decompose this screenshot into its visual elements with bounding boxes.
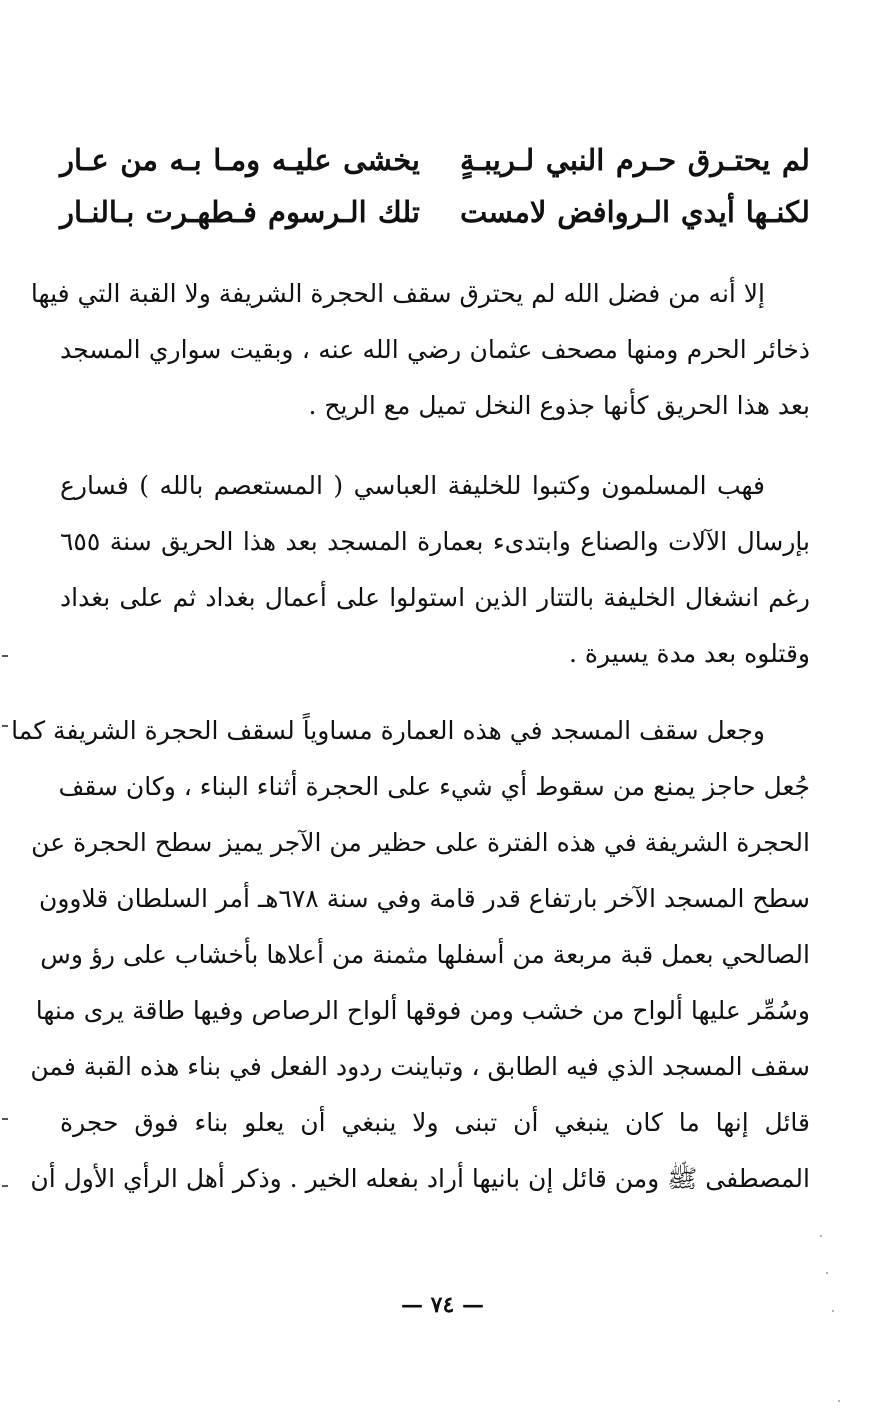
paragraph-line: إلا أنه من فضل الله لم يحترق سقف الحجرة الشريفة ولا القبة التي فيها (30, 279, 765, 308)
poem-verse-2 (60, 187, 810, 237)
scan-speck (838, 1400, 840, 1402)
paragraph-line: رغم انشغال الخليفة بالتتار الذين استولوا على أعمال بغداد ثم على بغداد (60, 583, 810, 612)
verse-2-first-hemistich: لكنـها أيدي الـروافض لامست (460, 195, 810, 229)
paragraph-line: الحجرة الشريفة في هذه الفترة على حظير من الآجر يميز سطح الحجرة عن (31, 828, 810, 857)
paragraph-line: فهب المسلمون وكتبوا للخليفة العباسي ( المستعصم بالله ) فسارع (60, 471, 765, 500)
scan-speck (820, 1235, 822, 1237)
verse-1-first-hemistich: لم يحتـرق حـرم النبي لـريبـةٍ (460, 143, 810, 177)
scan-mark (2, 1185, 8, 1187)
scan-speck (826, 1272, 828, 1274)
paragraph-3 (11, 703, 810, 1207)
paragraph-line: وجعل سقف المسجد في هذه العمارة مساوياً لسقف الحجرة الشريفة كما (11, 716, 765, 745)
scan-speck (832, 1310, 834, 1312)
paragraph-line: سطح المسجد الآخر بارتفاع قدر قامة وفي سنة ٦٧٨هـ أمر السلطان قلاوون (38, 884, 810, 913)
paragraph-1 (30, 266, 810, 434)
paragraph-line: بإرسال الآلات والصناع وابتدىء بعمارة المسجد بعد هذا الحريق سنة ٦٥٥ (60, 527, 810, 556)
paragraph-2 (60, 458, 810, 682)
paragraph-line: المصطفى ﷺ ومن قائل إن بانيها أراد بفعله الخير . وذكر أهل الرأي الأول أن (30, 1164, 810, 1193)
paragraph-line: سقف المسجد الذي فيه الطابق ، وتباينت ردود الفعل في بناء هذه القبة فمن (30, 1052, 810, 1081)
paragraph-line: وقتلوه بعد مدة يسيرة . (568, 639, 810, 668)
scan-mark (2, 1118, 8, 1120)
paragraph-line: ذخائر الحرم ومنها مصحف عثمان رضي الله عنه ، وبقيت سواري المسجد (60, 335, 810, 364)
verse-1-second-hemistich: يخشى عليـه ومـا بـه من عـار (60, 143, 420, 177)
paragraph-line: جُعل حاجز يمنع من سقوط أي شيء على الحجرة أثناء البناء ، وكان سقف (58, 772, 810, 801)
scan-mark (2, 725, 8, 727)
scan-mark (2, 655, 8, 657)
page-number: — ٧٤ — (401, 1292, 484, 1318)
verse-2-second-hemistich: تلك الـرسوم فـطهـرت بـالنـار (60, 195, 420, 229)
paragraph-line: وسُمِّر عليها ألواح من خشب ومن فوقها ألواح الرصاص وفيها طاقة يرى منها (35, 996, 810, 1025)
paragraph-line: الصالحي بعمل قبة مربعة من أسفلها مثمنة من أعلاها بأخشاب على رؤ وس (40, 940, 810, 969)
paragraph-line: قائل إنها ما كان ينبغي أن تبنى ولا ينبغي أن يعلو بناء فوق حجرة (60, 1108, 810, 1137)
paragraph-line: بعد هذا الحريق كأنها جذوع النخل تميل مع الريح . (308, 391, 810, 420)
poem-verse-1 (60, 135, 810, 185)
